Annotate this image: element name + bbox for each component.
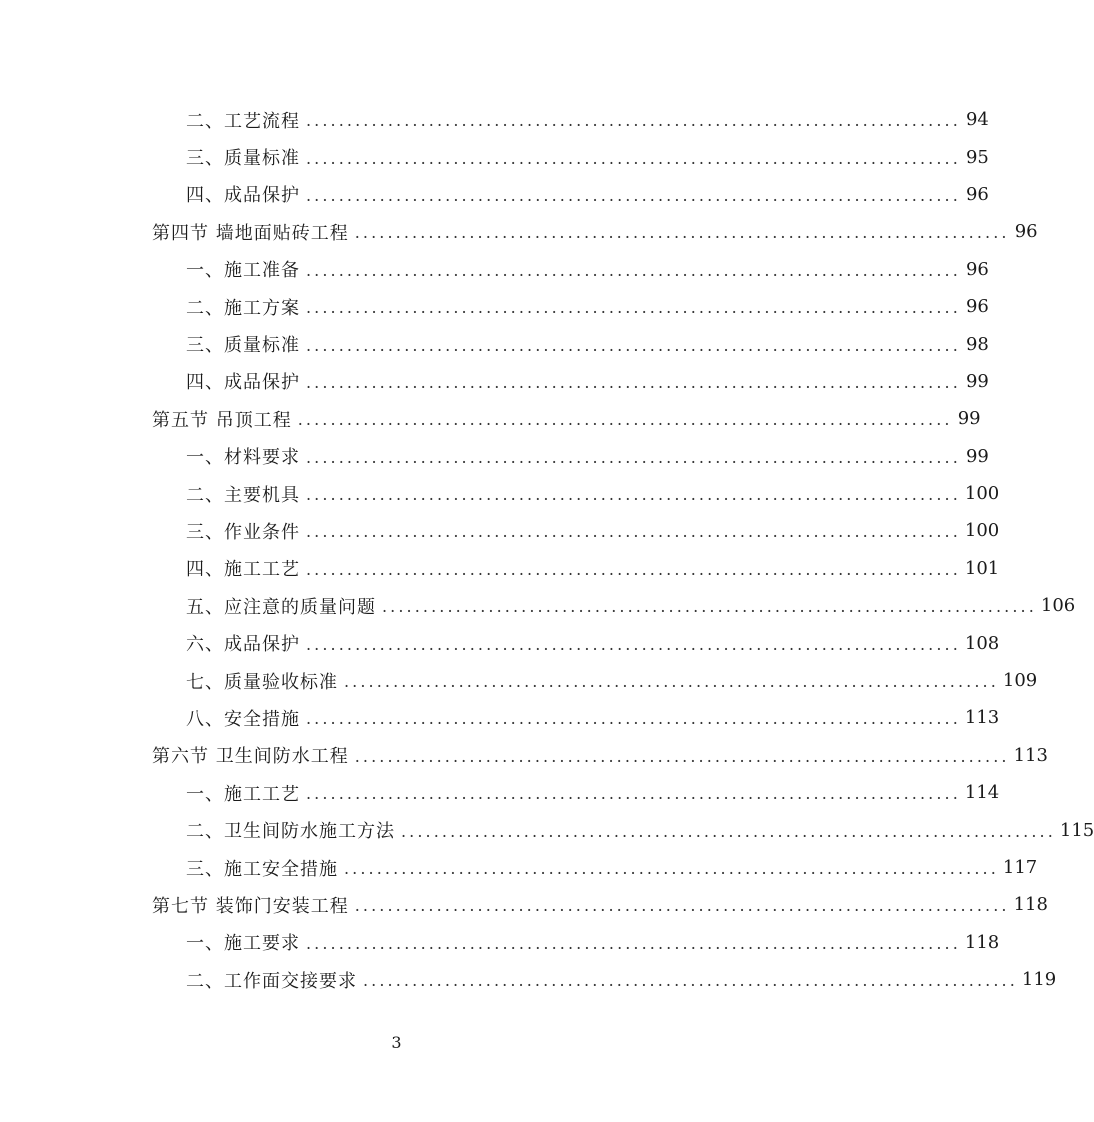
toc-dot-leader: ................................................................................	[306, 447, 961, 467]
toc-entry-page: 99	[965, 445, 989, 467]
toc-dot-leader: ................................................................................	[306, 185, 961, 205]
toc-dot-leader: ................................................................................	[344, 672, 999, 692]
toc-subsection-entry[interactable]	[0, 101, 989, 138]
toc-entry-title: 二、卫生间防水施工方法	[186, 821, 395, 843]
toc-entry-page: 118	[964, 931, 1000, 953]
toc-dot-leader: ................................................................................	[363, 971, 1018, 991]
toc-dot-leader: ................................................................................	[297, 410, 953, 430]
toc-section-entry[interactable]	[0, 213, 1038, 250]
toc-entry-page: 95	[965, 146, 989, 168]
toc-dot-leader: ................................................................................	[306, 335, 961, 355]
toc-subsection-entry[interactable]	[0, 288, 989, 325]
toc-subsection-entry[interactable]	[0, 587, 1076, 624]
toc-subsection-entry[interactable]	[0, 550, 1000, 587]
toc-entry-page: 115	[1059, 819, 1094, 841]
toc-subsection-entry[interactable]	[0, 662, 1038, 699]
toc-entry-title: 四、施工工艺	[186, 559, 300, 581]
toc-subsection-entry[interactable]	[0, 512, 1000, 549]
toc-entry-title: 一、施工要求	[186, 933, 300, 955]
toc-entry-page: 119	[1021, 969, 1057, 991]
toc-entry-page: 101	[964, 557, 1000, 579]
toc-dot-leader: ................................................................................	[306, 260, 961, 280]
toc-entry-page: 98	[965, 333, 989, 355]
toc-subsection-entry[interactable]	[0, 774, 1000, 811]
toc-dot-leader: ................................................................................	[306, 559, 961, 579]
toc-entry-title: 一、施工工艺	[186, 783, 300, 805]
toc-subsection-entry[interactable]	[0, 438, 989, 475]
toc-subsection-entry[interactable]	[0, 138, 989, 175]
toc-subsection-entry[interactable]	[0, 624, 1000, 661]
toc-dot-leader: ................................................................................	[354, 746, 1010, 766]
toc-entry-page: 96	[965, 296, 989, 318]
toc-entry-title: 五、应注意的质量问题	[186, 596, 376, 618]
toc-entry-page: 117	[1002, 857, 1038, 878]
table-of-contents	[0, 101, 1094, 998]
toc-subsection-entry[interactable]	[0, 811, 1094, 848]
toc-dot-leader: ................................................................................	[401, 821, 1056, 841]
toc-dot-leader: ................................................................................	[306, 784, 961, 804]
toc-section-entry[interactable]	[0, 400, 981, 437]
toc-entry-title: 四、成品保护	[186, 372, 300, 394]
toc-entry-title: 二、施工方案	[186, 297, 300, 319]
toc-entry-title: 四、成品保护	[186, 185, 300, 207]
toc-dot-leader: ................................................................................	[354, 896, 1010, 916]
toc-entry-page: 100	[964, 520, 1000, 542]
toc-entry-page: 114	[964, 782, 1000, 804]
toc-entry-title: 一、材料要求	[186, 447, 300, 469]
toc-entry-title: 三、作业条件	[186, 521, 300, 543]
toc-entry-page: 94	[965, 109, 989, 131]
toc-dot-leader: ................................................................................	[344, 859, 999, 878]
toc-dot-leader: ................................................................................	[306, 634, 961, 654]
toc-entry-page: 99	[965, 370, 989, 392]
toc-entry-title: 八、安全措施	[186, 708, 300, 730]
toc-entry-title: 三、施工安全措施	[186, 858, 338, 880]
toc-dot-leader: ................................................................................	[306, 372, 961, 392]
toc-entry-title: 一、施工准备	[186, 260, 300, 282]
toc-entry-page: 99	[957, 408, 981, 430]
toc-entry-title: 二、工作面交接要求	[186, 970, 357, 992]
toc-entry-page: 109	[1002, 670, 1038, 692]
toc-dot-leader: ................................................................................	[306, 933, 961, 953]
toc-section-entry[interactable]	[0, 886, 1048, 923]
toc-entry-title: 第四节 墙地面贴砖工程	[152, 222, 349, 244]
toc-subsection-entry[interactable]	[0, 475, 1000, 512]
toc-subsection-entry[interactable]	[0, 924, 1000, 961]
toc-entry-page: 96	[965, 258, 989, 280]
toc-dot-leader: ................................................................................	[306, 148, 961, 168]
toc-entry-title: 三、质量标准	[186, 335, 300, 357]
toc-subsection-entry[interactable]	[0, 961, 1057, 998]
toc-entry-page: 118	[1013, 894, 1048, 916]
toc-subsection-entry[interactable]	[0, 363, 989, 400]
toc-dot-leader: ................................................................................	[382, 597, 1037, 617]
page-number: 3	[391, 1033, 402, 1052]
toc-subsection-entry[interactable]	[0, 699, 1000, 736]
toc-entry-title: 七、质量验收标准	[186, 671, 338, 693]
toc-entry-title: 第五节 吊顶工程	[152, 409, 292, 431]
toc-section-entry[interactable]	[0, 737, 1048, 774]
toc-entry-title: 二、工艺流程	[186, 110, 300, 132]
toc-entry-title: 三、质量标准	[186, 148, 300, 170]
toc-subsection-entry[interactable]	[0, 176, 989, 213]
toc-entry-page: 100	[964, 483, 1000, 505]
toc-entry-title: 六、成品保护	[186, 634, 300, 656]
toc-dot-leader: ................................................................................	[306, 111, 961, 131]
toc-dot-leader: ................................................................................	[306, 298, 961, 318]
toc-subsection-entry[interactable]	[0, 849, 1038, 886]
toc-entry-page: 108	[964, 632, 1000, 654]
toc-entry-title: 第六节 卫生间防水工程	[152, 746, 349, 768]
toc-entry-page: 96	[1014, 221, 1038, 243]
toc-subsection-entry[interactable]	[0, 325, 989, 362]
toc-dot-leader: ................................................................................	[306, 485, 961, 505]
toc-entry-page: 113	[1013, 744, 1048, 766]
toc-entry-title: 二、主要机具	[186, 484, 300, 506]
toc-entry-page: 96	[965, 183, 989, 205]
toc-entry-page: 113	[964, 707, 1000, 729]
toc-subsection-entry[interactable]	[0, 251, 989, 288]
toc-entry-title: 第七节 装饰门安装工程	[152, 895, 349, 917]
toc-entry-page: 106	[1040, 595, 1076, 617]
toc-dot-leader: ................................................................................	[354, 223, 1010, 243]
toc-dot-leader: ................................................................................	[306, 709, 961, 729]
toc-dot-leader: ................................................................................	[306, 522, 961, 542]
